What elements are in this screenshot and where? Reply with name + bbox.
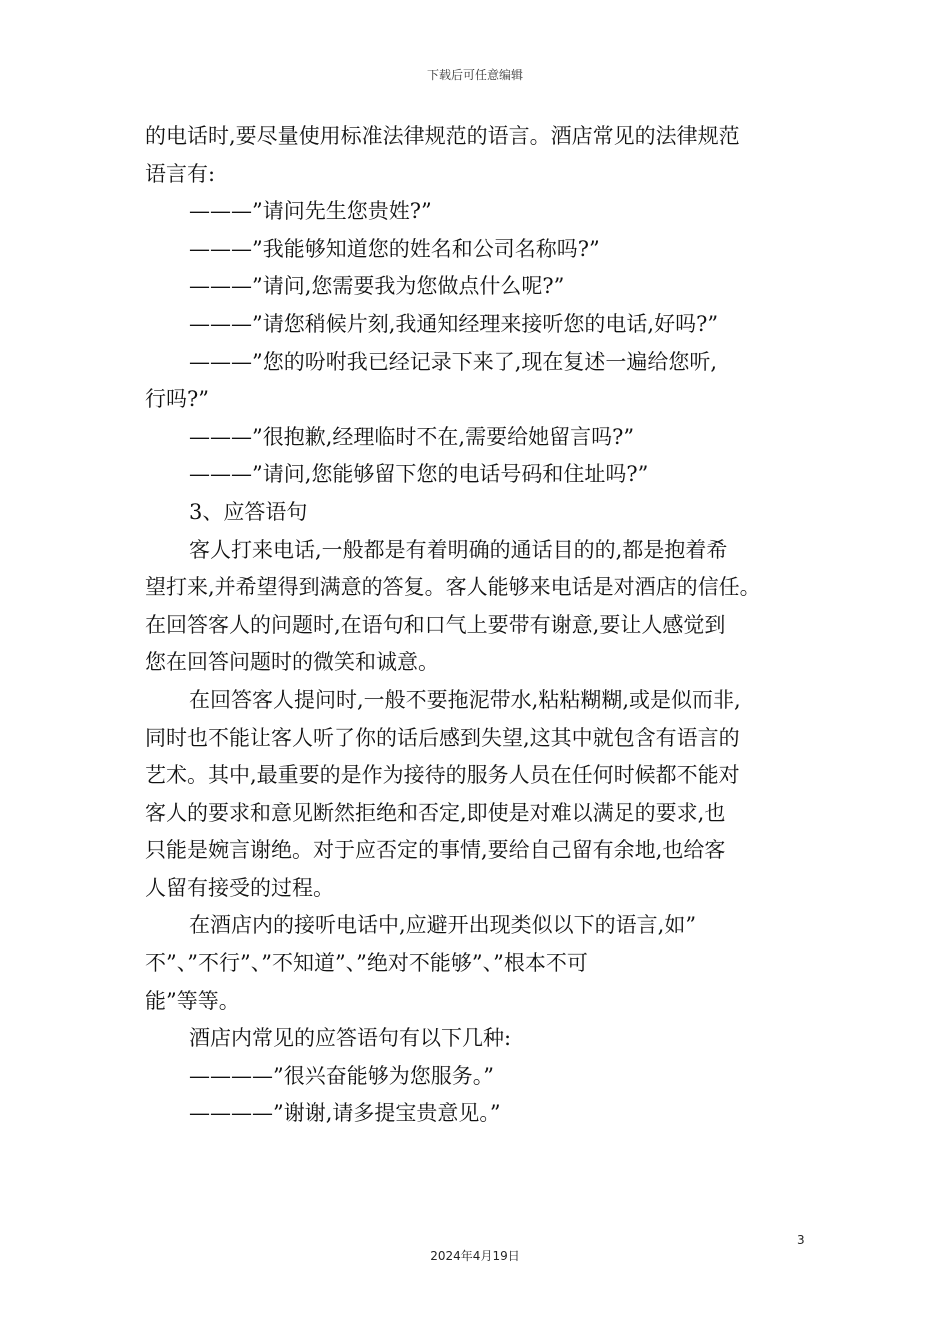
text-line: 语言有:	[145, 161, 216, 186]
text-line: 客人打来电话,一般都是有着明确的通话目的的,都是抱着希	[189, 537, 728, 562]
text-line: 人留有接受的过程。	[145, 875, 334, 900]
document-body	[145, 118, 820, 1133]
text-line: 能”等等。	[145, 988, 240, 1013]
footer-date: 2024年4月19日	[430, 1249, 520, 1263]
page-header: 下载后可任意编辑	[426, 68, 523, 82]
text-line: 在回答客人提问时,一般不要拖泥带水,粘粘糊糊,或是似而非,	[189, 687, 741, 712]
text-line: 酒店内常见的应答语句有以下几种:	[189, 1026, 512, 1051]
text-line: ———”您的吩咐我已经记录下来了,现在复述一遍给您听,	[189, 349, 718, 374]
text-line: 的电话时,要尽量使用标准法律规范的语言。酒店常见的法律规范	[145, 124, 740, 148]
text-line: ———”请问先生您贵姓?”	[189, 199, 432, 224]
text-line: 您在回答问题时的微笑和诚意。	[145, 650, 439, 675]
text-line: 不”、”不行”、”不知道”、”绝对不能够”、”根本不可	[145, 951, 588, 976]
page-number: 3	[797, 1233, 805, 1247]
text-line: ————”很兴奋能够为您服务。”	[189, 1063, 494, 1088]
section-heading: 3、应答语句	[189, 499, 308, 524]
text-line: 望打来,并希望得到满意的答复。客人能够来电话是对酒店的信任。	[145, 575, 761, 600]
text-line: 在回答客人的问题时,在语句和口气上要带有谢意,要让人感觉到	[145, 612, 726, 637]
text-line: ———”请您稍候片刻,我通知经理来接听您的电话,好吗?”	[189, 311, 719, 336]
text-line: ———”请问,您能够留下您的电话号码和住址吗?”	[189, 462, 649, 487]
text-line: ———”我能够知道您的姓名和公司名称吗?”	[189, 236, 600, 261]
text-line: 同时也不能让客人听了你的话后感到失望,这其中就包含有语言的	[145, 725, 740, 750]
text-line: ————”谢谢,请多提宝贵意见。”	[189, 1101, 501, 1126]
text-line: 艺术。其中,最重要的是作为接待的服务人员在任何时候都不能对	[145, 763, 740, 788]
text-line: 客人的要求和意见断然拒绝和否定,即使是对难以满足的要求,也	[145, 800, 726, 825]
text-line: ———”很抱歉,经理临时不在,需要给她留言吗?”	[189, 424, 635, 449]
text-line: 只能是婉言谢绝。对于应否定的事情,要给自己留有余地,也给客	[145, 838, 726, 863]
text-line: 在酒店内的接听电话中,应避开出现类似以下的语言,如”	[189, 913, 697, 938]
text-line: 行吗?”	[145, 387, 209, 412]
text-line: ———”请问,您需要我为您做点什么呢?”	[189, 274, 565, 299]
